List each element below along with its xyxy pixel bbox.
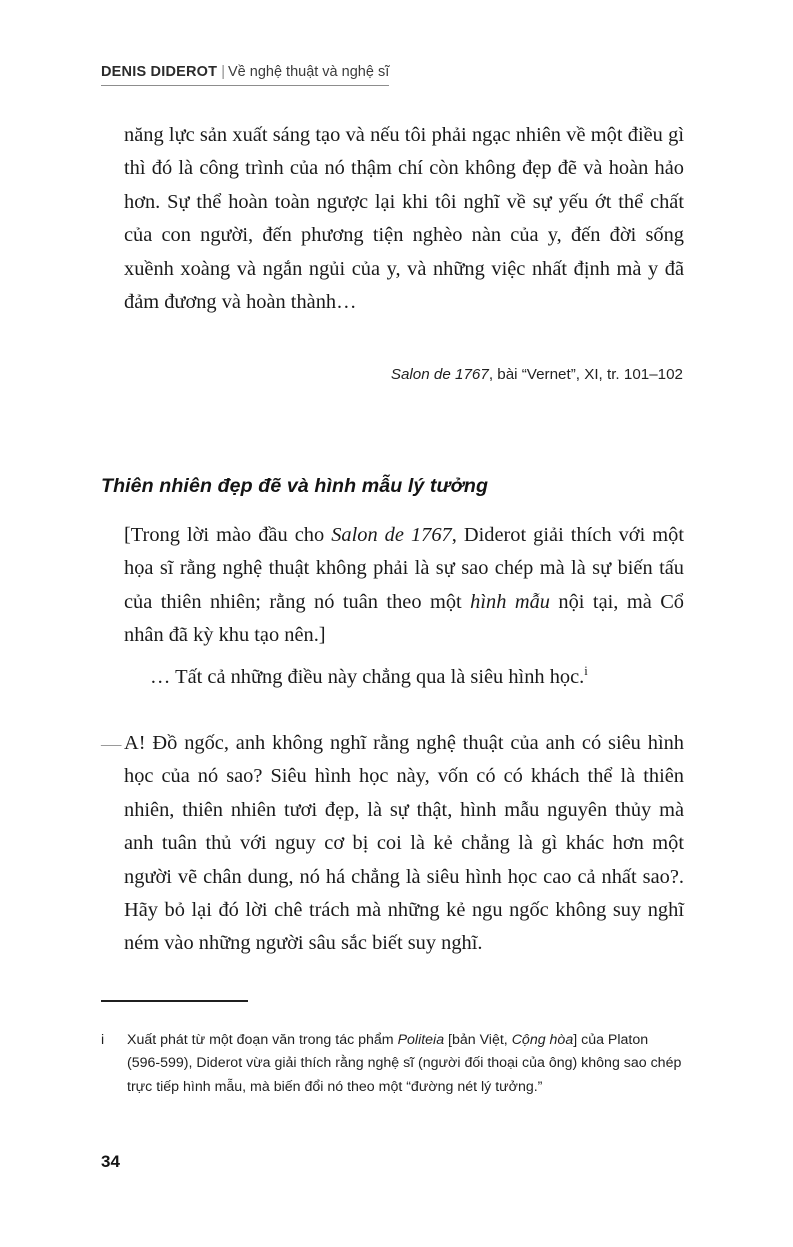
- footnote-part-2: [bản Việt,: [444, 1032, 512, 1048]
- footnote-italic-cong-hoa: Cộng hòa: [511, 1032, 574, 1048]
- intro-part-2: , Diderot giải thích với một họa sĩ rằng nghệ thuật không phải là sự sao chép mà là sự biến tấu của thiên nhiên; rằng nó tuân theo một: [124, 524, 684, 613]
- intro-italic-salon: Salon de 1767: [331, 524, 452, 546]
- footnote-reference-i[interactable]: i: [584, 664, 588, 679]
- intro-part-3: nội tại, mà Cổ nhân đã kỳ khu tạo nên.]: [124, 590, 684, 647]
- footnote-separator-rule: [101, 1000, 248, 1002]
- quote-block: [124, 119, 684, 319]
- running-header: [101, 62, 701, 86]
- footnote-entry: [101, 1029, 684, 1099]
- footnote-marker-i: i: [101, 1032, 105, 1048]
- dialogue-paragraph: A! Đồ ngốc, anh không nghĩ rằng nghệ thuật của anh có siêu hình học của nó sao? Siêu hình học này, vốn có có khách thể là thiên nhiên, thiên nhiên tươi đẹp, là sự thật, hình mẫu nguyên thủy mà anh tuân thủ với nguy cơ bị coi là kẻ chẳng là gì khác hơn một người vẽ chân dung, nó há chẳng là siêu hình học cao cả nhất sao?. Hãy bỏ lại đó lời chê trách mà những kẻ ngu ngốc không suy nghĩ ném vào những người sâu sắc biết suy nghĩ.: [124, 732, 684, 955]
- footnote-italic-politeia: Politeia: [397, 1032, 445, 1048]
- running-header-inner: [101, 62, 389, 86]
- citation: [124, 364, 683, 386]
- section-heading: Thiên nhiên đẹp đẽ và hình mẫu lý tưởng: [101, 475, 489, 498]
- running-header-title: Về nghệ thuật và nghệ sĩ: [227, 64, 390, 80]
- citation-reference: , bài “Vernet”, XI, tr. 101–102: [488, 366, 683, 383]
- citation-work-title: Salon de 1767: [390, 366, 489, 383]
- dialogue-dash: —: [101, 733, 122, 755]
- quote-text: năng lực sản xuất sáng tạo và nếu tôi phải ngạc nhiên về một điều gì thì đó là công trình của nó thậm chí còn không đẹp đẽ và hoàn hảo hơn. Sự thể hoàn toàn ngược lại khi tôi nghĩ về sự yếu ớt thể chất của con người, đến phương tiện nghèo nàn của y, đến đời sống xuềnh xoàng và ngắn ngủi của y, và những việc nhất định mà y đã đảm đương và hoàn thành…: [124, 124, 684, 314]
- page-number: 34: [101, 1152, 120, 1171]
- ellipsis-block: [124, 661, 684, 694]
- footnote-part-1: Xuất phát từ một đoạn văn trong tác phẩm: [127, 1032, 398, 1048]
- ellipsis-paragraph: [124, 661, 684, 694]
- ellipsis-text: … Tất cả những điều này chẳng qua là siêu hình học.: [150, 666, 585, 688]
- intro-paragraph: [124, 519, 684, 653]
- dialogue-block: [124, 727, 684, 961]
- footnote-text: [127, 1029, 684, 1099]
- footnote-part-3: ] của Platon (596-599), Diderot vừa giải thích rằng nghệ sĩ (người đối thoại của ông) không sao chép trực tiếp hình mẫu, mà biến đổi nó theo một “đường nét lý tưởng.”: [127, 1032, 682, 1095]
- running-header-author: DENIS DIDEROT: [101, 64, 218, 80]
- intro-part-1: [Trong lời mào đầu cho: [124, 524, 332, 546]
- running-header-separator: |: [221, 64, 225, 80]
- intro-italic-hinh-mau: hình mẫu: [470, 590, 550, 613]
- intro-block: [124, 519, 684, 653]
